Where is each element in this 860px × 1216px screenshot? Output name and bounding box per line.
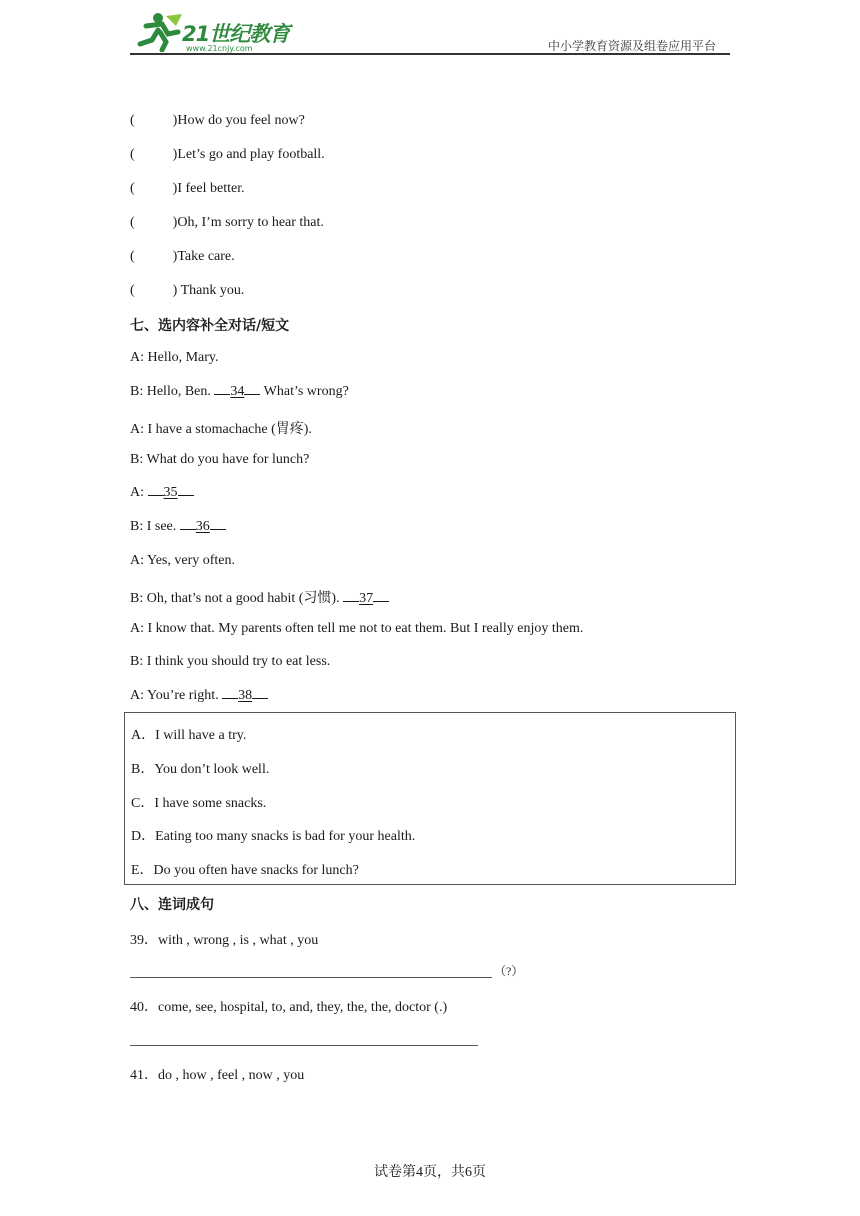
blank-34[interactable] bbox=[214, 384, 260, 400]
option-a: A．I will have a try. bbox=[131, 728, 247, 743]
page-footer: 试卷第4页，共6页 bbox=[374, 1165, 486, 1180]
header-logo bbox=[132, 12, 302, 54]
question-39-end: （?） bbox=[494, 964, 524, 978]
dialogue-line: B: What do you have for lunch? bbox=[130, 452, 310, 467]
answer-line-39[interactable] bbox=[130, 977, 492, 978]
dialogue-text: B: Oh, that’s not a good habit (习惯). bbox=[130, 591, 344, 606]
paren-close: ) bbox=[172, 283, 178, 298]
question-41: 41．do , how , feel , now , you bbox=[130, 1068, 305, 1083]
match-text: Take care. bbox=[177, 249, 235, 264]
match-item bbox=[130, 283, 244, 299]
match-text: I feel better. bbox=[177, 181, 245, 196]
paren-close: ) bbox=[172, 181, 178, 196]
paren-open: ( bbox=[130, 215, 135, 230]
match-text: Oh, I’m sorry to hear that. bbox=[177, 215, 324, 230]
option-e: E．Do you often have snacks for lunch? bbox=[131, 863, 359, 878]
dialogue-line: A: Hello, Mary. bbox=[130, 350, 219, 365]
blank-number: 36 bbox=[195, 519, 210, 534]
section-7-title: 七、选内容补全对话/短文 bbox=[130, 318, 290, 334]
match-text: Let’s go and play football. bbox=[177, 147, 325, 162]
blank-35[interactable] bbox=[148, 485, 194, 501]
blank-number: 38 bbox=[238, 688, 253, 703]
dialogue-text: B: I see. bbox=[130, 519, 180, 534]
paren-open: ( bbox=[130, 181, 135, 196]
paren-close: ) bbox=[172, 249, 178, 264]
paren-open: ( bbox=[130, 249, 135, 264]
dialogue-line bbox=[130, 384, 349, 400]
dialogue-line bbox=[130, 688, 268, 704]
match-text: How do you feel now? bbox=[177, 113, 305, 128]
dialogue-line bbox=[130, 519, 226, 535]
dialogue-line: A: I have a stomachache (胃疼). bbox=[130, 422, 312, 437]
option-c: C．I have some snacks. bbox=[131, 796, 267, 811]
dialogue-line bbox=[130, 485, 194, 501]
blank-number: 37 bbox=[359, 591, 374, 606]
paren-open: ( bbox=[130, 147, 135, 162]
dialogue-line bbox=[130, 587, 389, 607]
match-item bbox=[130, 113, 305, 129]
blank-37[interactable] bbox=[343, 591, 389, 607]
runner-logo-icon bbox=[132, 12, 184, 52]
blank-number: 34 bbox=[230, 384, 245, 399]
logo-text: 21世纪教育 bbox=[182, 22, 290, 46]
paren-close: ) bbox=[172, 113, 178, 128]
question-40: 40．come, see, hospital, to, and, they, the, the, doctor (.) bbox=[130, 1000, 448, 1015]
dialogue-line: B: I think you should try to eat less. bbox=[130, 654, 331, 669]
paren-close: ) bbox=[172, 147, 178, 162]
match-text: Thank you. bbox=[177, 283, 245, 298]
site-name: 中小学教育资源及组卷应用平台 bbox=[548, 39, 717, 53]
dialogue-text: A: bbox=[130, 485, 148, 500]
logo-url: www.21cnjy.com bbox=[186, 44, 253, 53]
header-divider bbox=[130, 53, 730, 55]
dialogue-line: A: I know that. My parents often tell me not to eat them. But I really enjoy them. bbox=[130, 621, 584, 636]
match-item bbox=[130, 249, 235, 265]
match-item bbox=[130, 215, 324, 231]
dialogue-text: What’s wrong? bbox=[260, 384, 349, 399]
blank-number: 35 bbox=[163, 485, 178, 500]
question-39: 39．with , wrong , is , what , you bbox=[130, 933, 319, 948]
paren-open: ( bbox=[130, 113, 135, 128]
blank-36[interactable] bbox=[180, 519, 226, 535]
match-item bbox=[130, 181, 245, 197]
option-d: D．Eating too many snacks is bad for your health. bbox=[131, 829, 416, 844]
paren-open: ( bbox=[130, 283, 135, 298]
section-8-title: 八、连词成句 bbox=[130, 897, 214, 913]
dialogue-text: B: Hello, Ben. bbox=[130, 384, 215, 399]
dialogue-text: A: You’re right. bbox=[130, 688, 223, 703]
option-b: B．You don’t look well. bbox=[131, 762, 270, 777]
match-item bbox=[130, 147, 325, 163]
blank-38[interactable] bbox=[222, 688, 268, 704]
answer-line-40[interactable] bbox=[130, 1045, 478, 1046]
dialogue-line: A: Yes, very often. bbox=[130, 553, 235, 568]
paren-close: ) bbox=[172, 215, 178, 230]
